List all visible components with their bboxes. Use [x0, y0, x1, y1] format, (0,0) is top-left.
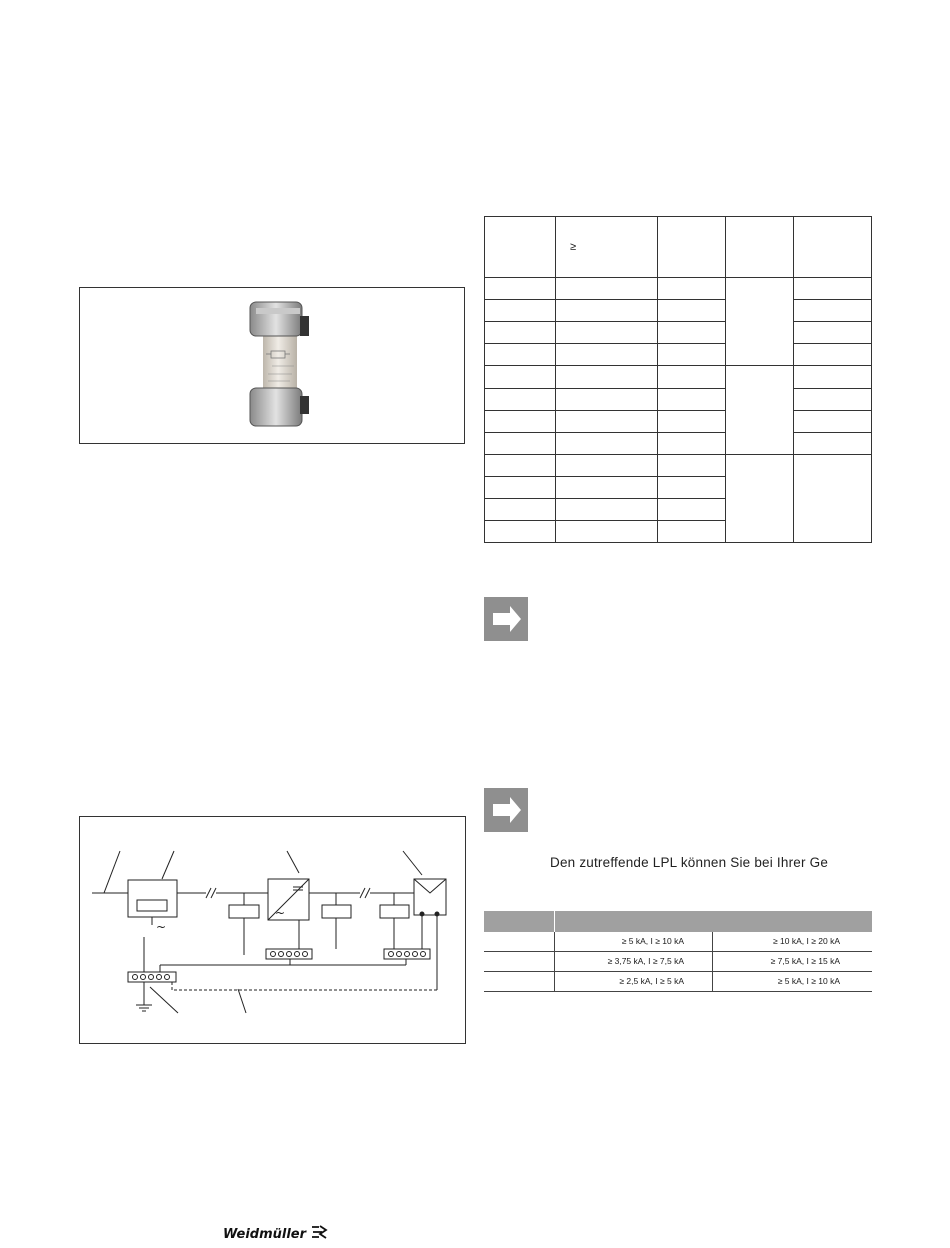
header-cell [658, 217, 726, 278]
table-row [485, 388, 872, 410]
table-row [484, 932, 872, 952]
table-row [485, 322, 872, 344]
wiring-diagram-frame [79, 816, 466, 1044]
svg-text:~: ~ [275, 906, 286, 920]
table-cell: ≥ 2,5 kA, I ≥ 5 kA [555, 972, 713, 991]
table-cell: ≥ 3,75 kA, I ≥ 7,5 kA [555, 952, 713, 971]
table-cell: ≥ 10 kA, I ≥ 20 kA [773, 936, 840, 946]
table-cell: ≥ 5 kA, I ≥ 10 kA [777, 976, 840, 986]
fuse-image [80, 288, 466, 445]
table-row [484, 952, 872, 972]
lpl-sentence: Den zutreffende LPL können Sie bei Ihrer Ge [550, 855, 829, 870]
table-row [485, 344, 872, 366]
arrow-right-icon [484, 597, 528, 641]
header-cell [485, 217, 556, 278]
table-row [485, 410, 872, 432]
fuse-photo-frame [79, 287, 465, 444]
table-row [485, 278, 872, 300]
table-row [484, 972, 872, 992]
table-header-row [484, 911, 872, 932]
table-cell: ≥ 5 kA, I ≥ 10 kA [555, 932, 713, 951]
table-row [485, 432, 872, 454]
lpl-current-table [484, 911, 872, 992]
table-row [485, 300, 872, 322]
table-row [485, 366, 872, 388]
spd-rating-table [484, 216, 872, 543]
svg-text:~: ~ [156, 920, 167, 934]
header-cell [794, 217, 872, 278]
logo-text: Weidmüller [223, 1226, 307, 1242]
table-header-row [485, 217, 872, 278]
header-cell [726, 217, 794, 278]
header-cell: ≥ [556, 217, 658, 278]
table-row [485, 454, 872, 476]
table-cell: ≥ 7,5 kA, I ≥ 15 kA [770, 956, 840, 966]
weidmuller-logo-icon [310, 1224, 328, 1244]
weidmuller-logo [223, 1224, 328, 1244]
pv-wiring-diagram [80, 817, 467, 1045]
arrow-right-icon [484, 788, 528, 832]
